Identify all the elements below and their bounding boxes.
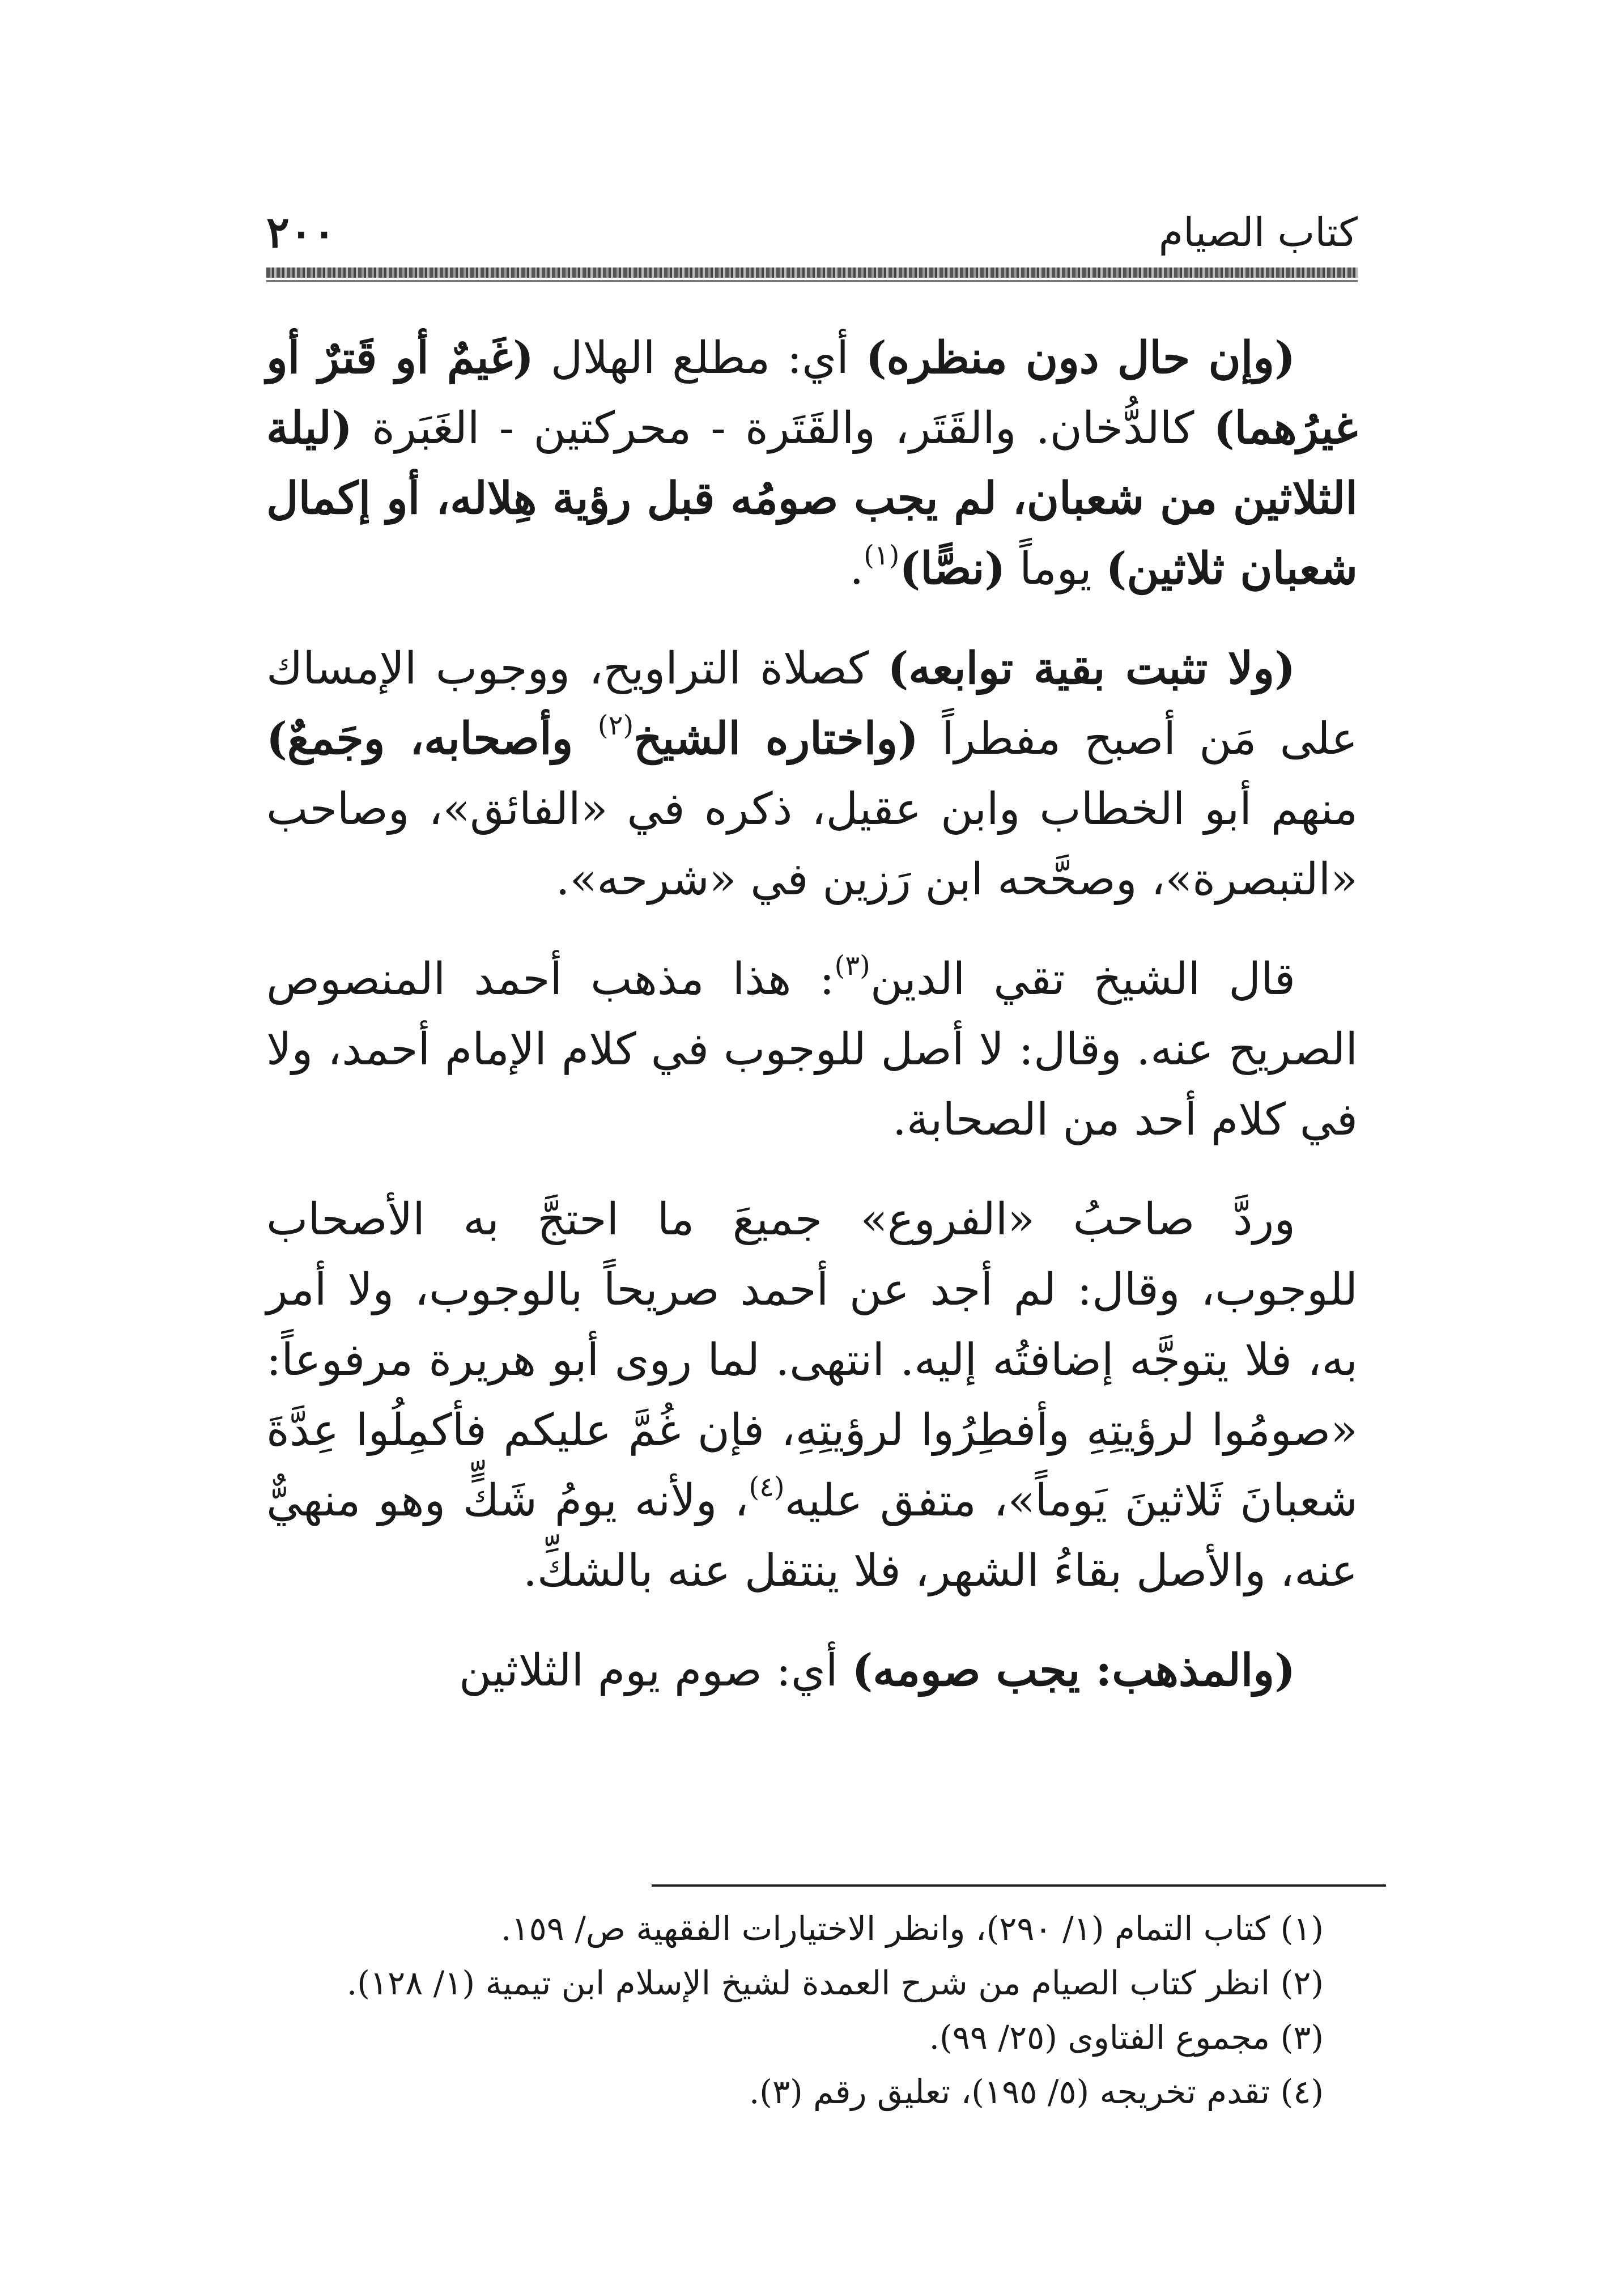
footnote-ref: (٢) <box>597 710 634 741</box>
footnote-ref: (١) <box>864 540 900 571</box>
text: قال الشيخ تقي الدين <box>870 954 1296 1005</box>
text: يوماً <box>1005 543 1106 595</box>
page-number: ٢٠٠ <box>266 207 336 257</box>
footnote: (٢) انظر كتاب الصيام من شرح العمدة لشيخ الإسلام ابن تيمية (١/ ١٢٨). <box>346 1964 1324 2002</box>
bold-text: (نصًّا) <box>899 543 1006 595</box>
paragraph <box>266 634 1358 915</box>
footnote: (١) كتاب التمام (١/ ٢٩٠)، وانظر الاختيارات الفقهية ص/ ١٥٩. <box>501 1909 1324 1948</box>
text: أي: مطلع الهلال <box>534 333 866 384</box>
footnote-ref: (٤) <box>749 1471 785 1503</box>
text: أي: صوم يوم الثلاثين <box>459 1645 852 1696</box>
running-header <box>266 201 1358 264</box>
bold-text: (غَيمٌ أو قَترٌ أو غيرُهما) <box>266 332 1358 454</box>
bold-text: (ولا تثبت بقية توابعه) <box>887 643 1295 694</box>
bold-text: (والمذهب: يجب صومه) <box>852 1645 1295 1696</box>
text: كصلاة التراويح، ووجوب الإمساك على مَن أصبح مفطراً <box>266 643 1358 765</box>
footnotes <box>266 1901 1358 2119</box>
paragraph <box>266 323 1358 604</box>
paragraph <box>266 1184 1358 1606</box>
main-text <box>266 323 1358 1735</box>
bold-text: وأصحابه، وجَمعٌ) <box>266 713 598 765</box>
footnote: (٣) مجموع الفتاوى (٢٥/ ٩٩). <box>929 2018 1324 2057</box>
footnote: (٤) تقدم تخريجه (٥/ ١٩٥)، تعليق رقم (٣). <box>749 2073 1324 2111</box>
text: منهم أبو الخطاب وابن عقيل، ذكره في «الفائق»، وصاحب «التبصرة»، وصحَّحه ابن رَزين في «شرحه». <box>266 784 1358 905</box>
text: ، ولأنه يومُ شَكٍّ وهو منهيٌّ عنه، والأصل بقاءُ الشهر، فلا ينتقل عنه بالشكِّ. <box>266 1475 1358 1596</box>
bold-text: (وإن حال دون منظره) <box>865 332 1295 384</box>
text: وردَّ صاحبُ «الفروع» جميعَ ما احتجَّ به الأصحاب للوجوب، وقال: لم أجد عن أحمد صريحاً بالوجوب، ولا أمر به، فلا يتوجَّه إضافتُه إليه. انتهى. لما روى أبو هريرة مرفوعاً: «صومُوا لرؤيتِهِ وأفطِرُوا لرؤيتِهِ، فإن غُمَّ عليكم فأكمِلُوا عِدَّةَ شعبانَ ثَلاثينَ يَوماً»، متفق عليه <box>266 1194 1358 1526</box>
footnote-ref: (٣) <box>834 950 870 982</box>
bold-text: (واختاره الشيخ <box>634 713 919 765</box>
text: كالدُّخان. والقَتَر، والقَتَرة - محركتين - الغَبَرة <box>352 403 1214 454</box>
header-divider <box>266 267 1358 278</box>
paragraph <box>266 944 1358 1155</box>
chapter-title: كتاب الصيام <box>1158 209 1358 256</box>
text: : هذا مذهب أحمد المنصوص الصريح عنه. وقال: لا أصل للوجوب في كلام الإمام أحمد، ولا في كلام أحد من الصحابة. <box>266 954 1358 1145</box>
paragraph <box>266 1636 1358 1706</box>
bold-text: (ليلة الثلاثين من شعبان، لم يجب صومُه قبل رؤية هِلاله، أو إكمال شعبان ثلاثين) <box>266 402 1358 595</box>
footnote-divider <box>652 1884 1386 1887</box>
header-divider-thin <box>266 280 1358 282</box>
text: . <box>849 543 864 595</box>
